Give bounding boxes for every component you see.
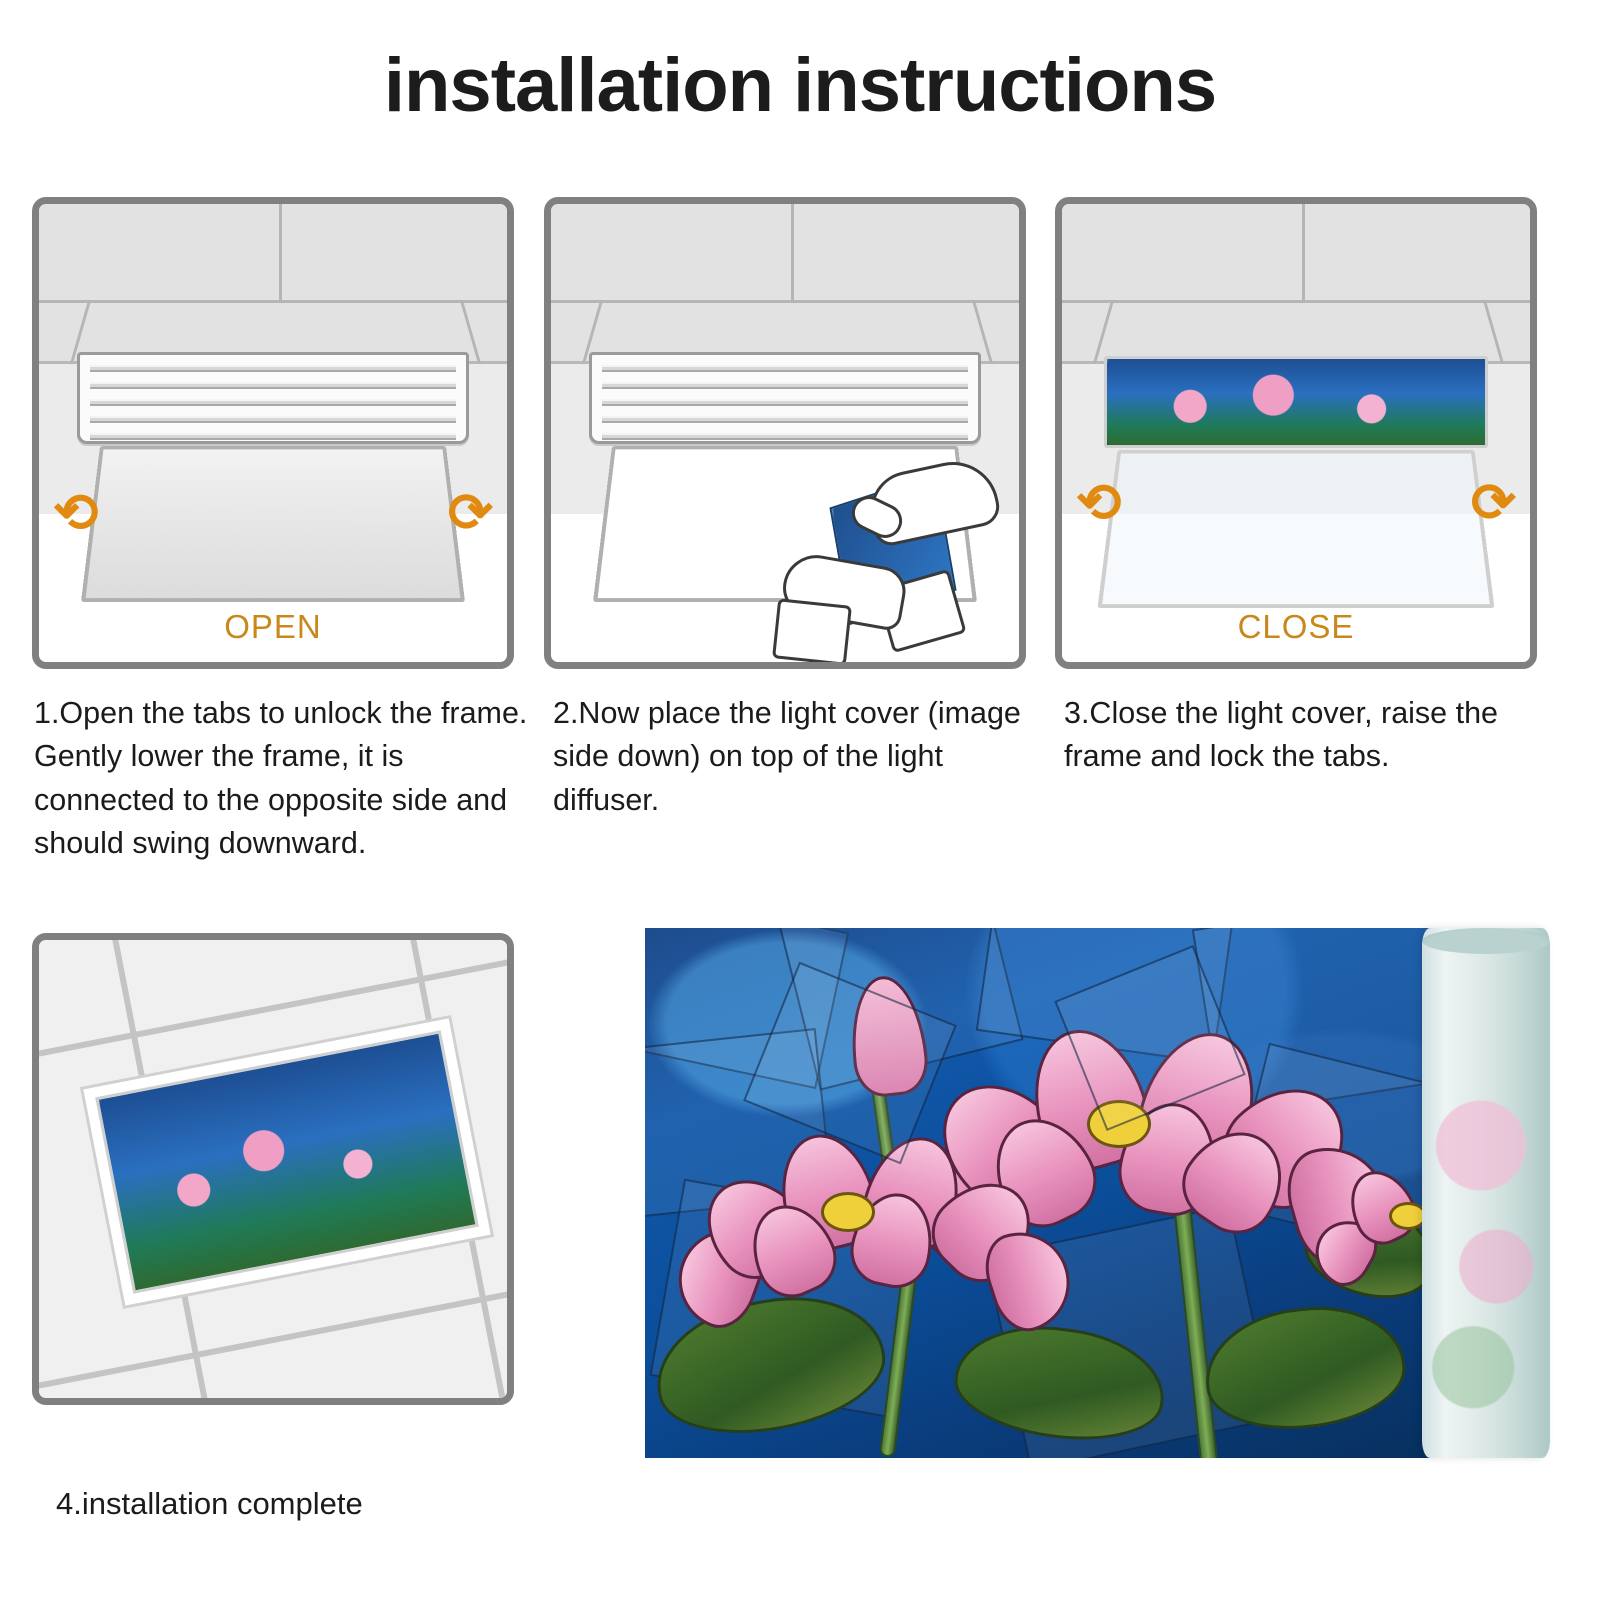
step-2-text: 2.Now place the light cover (image side down) on top of the light diffuser. [553,696,1021,817]
step-4-text: 4.installation complete [56,1486,363,1521]
ceiling-tiles [551,204,1019,364]
step-3-text: 3.Close the light cover, raise the frame and lock the tabs. [1064,696,1499,774]
window-film-roll [1422,928,1550,1458]
step-1-panel-label: OPEN [224,608,322,645]
step-3-panel-label: CLOSE [1237,608,1355,645]
rotate-right-arrow-icon: ⟳ [1470,473,1516,533]
hinged-frame-open [81,446,465,602]
step-1-text: 1.Open the tabs to unlock the frame. Gently lower the frame, it is connected to the opposite side and should swing downward. [34,696,528,860]
hand-lower-sleeve [772,598,852,665]
light-fixture-housing [589,352,981,444]
lotus-center [821,1192,875,1232]
frame-closing-panel [1097,450,1494,608]
installed-light-cover-artwork [1104,356,1488,448]
page-title: installation instructions [383,43,1217,128]
rotate-left-arrow-icon: ⟲ [1076,473,1122,533]
rotate-left-arrow-icon: ⟲ [53,483,99,543]
step-3-illustration [1055,197,1537,669]
step-4-illustration [32,933,514,1405]
ceiling-tiles [39,204,507,364]
step-1-illustration [32,197,514,669]
light-fixture-housing [77,352,469,444]
ceiling-tiles [1062,204,1530,364]
rotate-right-arrow-icon: ⟳ [447,483,493,543]
roll-highlight [1422,928,1550,1458]
product-artwork-preview [645,928,1435,1458]
step-2-illustration [544,197,1026,669]
